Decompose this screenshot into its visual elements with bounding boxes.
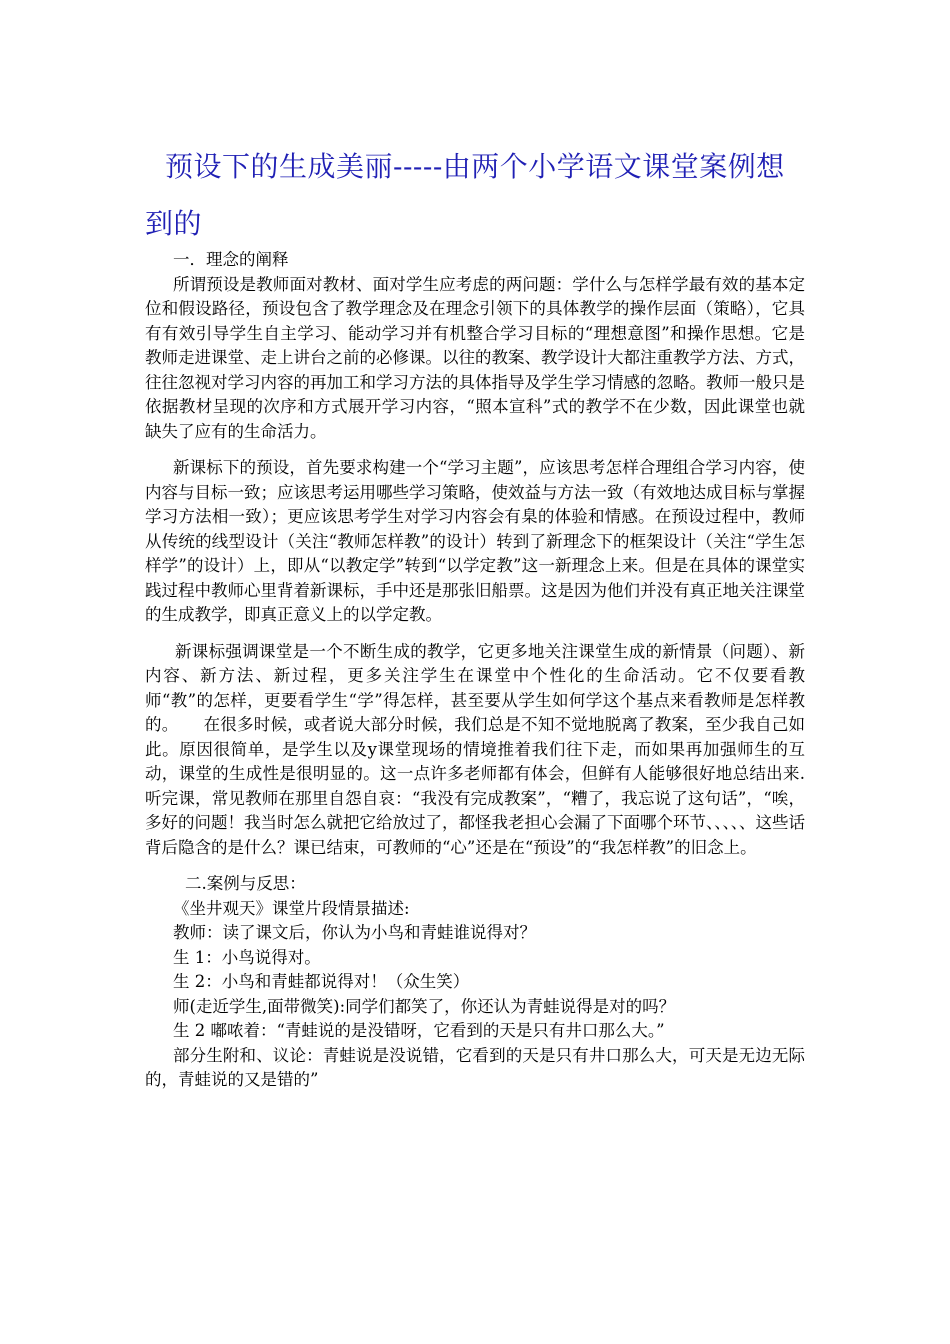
- paragraph-preset-definition: 所谓预设是教师面对教材、面对学生应考虑的两问题：学什么与怎样学最有效的基本定位和假设路径，预设包含了教学理念及在理念引领下的具体教学的操作层面（策略），它具有有效引导学生自主学习、能动学习并有机整合学习目标的“理想意图”和操作思想。它是教师走进课堂、走上讲台之前的必修课。以往的教案、教学设计大都注重教学方法、方式，往往忽视对学习内容的再加工和学习方法的具体指导及学生学习情感的忽略。教师一般只是依据教材呈现的次序和方式展开学习内容，“照本宣科”式的教学不在少数，因此课堂也就缺失了应有的生命活力。: [145, 274, 805, 441]
- case-line: 《坐井观天》课堂片段情景描述:: [173, 898, 410, 918]
- case-line: 生 2：小鸟和青蛙都说得对！（众生笑）: [173, 972, 470, 991]
- paragraph-gap: [145, 628, 805, 640]
- paragraph-gap: [145, 860, 805, 872]
- document-body: [145, 248, 805, 1093]
- paragraph-gap: [145, 444, 805, 456]
- section-heading-theory: 一．理念的阐释: [173, 250, 289, 269]
- document-title: 预设下的生成美丽-----由两个小学语文课堂案例想到的: [145, 150, 785, 240]
- case-line: 生 1：小鸟说得对。: [173, 947, 321, 967]
- paragraph-new-curriculum-preset: 新课标下的预设，首先要求构建一个“学习主题”，应该思考怎样合理组合学习内容，使内容与目标一致；应该思考运用哪些学习策略，使效益与方法一致（有效地达成目标与掌握学习方法相一致）；更应该思考学生对学习内容会有臬的体验和情感。在预设过程中，教师从传统的线型设计（关注“教师怎样教”的设计）转到了新理念下的框架设计（关注“学生怎样学”的设计）上，即从“以教定学”转到“以学定教”这一新理念上来。但是在具体的课堂实践过程中教师心里背着新课标，手中还是那张旧船票。这是因为他们并没有真正地关注课堂的生成教学，即真正意义上的以学定教。: [145, 458, 805, 624]
- section-heading-cases: 二.案例与反思：: [185, 874, 306, 893]
- case-line: 师(走近学生,面带微笑):同学们都笑了，你还认为青蛙说得是对的吗？: [173, 996, 676, 1016]
- case-line: 生 2 嘟哝着：“青蛙说的是没错呀，它看到的天是只有井口那么大。”: [173, 1021, 665, 1040]
- case-discussion-paragraph: 部分生附和、议论：青蛙说是没说错，它看到的天是只有井口那么大，可天是无边无际的，青蛙说的又是错的”: [145, 1045, 805, 1089]
- paragraph-generative-teaching: 新课标强调课堂是一个不断生成的教学，它更多地关注课堂生成的新情景（问题）、新内容、新方法、新过程，更多关注学生在课堂中个性化的生命活动。它不仅要看教师“教”的怎样，更要看学生“学”得怎样，甚至要从学生如何学这个基点来看教师是怎样教的。 在很多时候，或者说大部分时候，我们总是不知不觉地脱离了教案，至少我自己如此。原因很简单，是学生以及y课堂现场的情境推着我们往下走，而如果再加强师生的互动，课堂的生成性是很明显的。这一点许多老师都有体会，但鲜有人能够很好地总结出来.听完课，常见教师在那里自怨自哀：“我没有完成教案”，“糟了，我忘说了这句话”，“唉，多好的问题！我当时怎么就把它给放过了，都怪我老担心会漏了下面哪个环节、、、、、这些话背后隐含的是什么？课已结束，可教师的“心”还是在“预设”的“我怎样教”的旧念上。: [145, 641, 805, 857]
- case-line: 教师：读了课文后，你认为小鸟和青蛙谁说得对？: [173, 923, 536, 942]
